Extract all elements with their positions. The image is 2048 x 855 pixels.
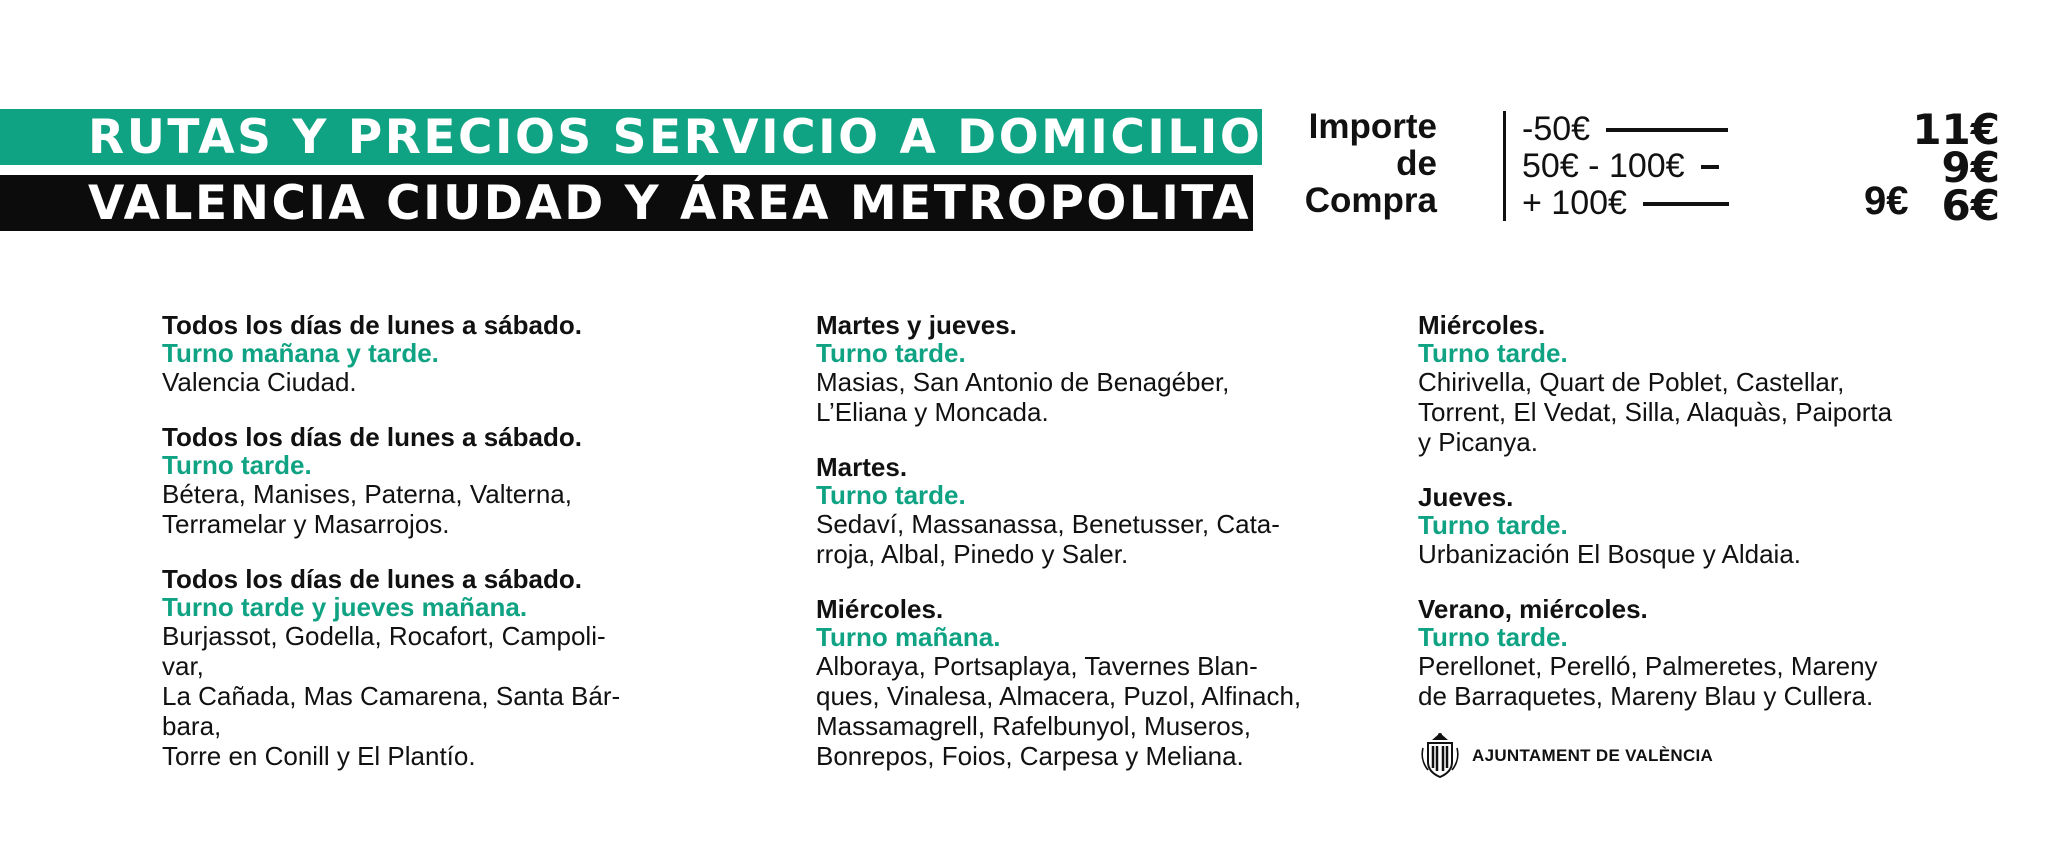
price-tier-leader	[1606, 128, 1728, 132]
route-days: Todos los días de lunes a sábado.	[162, 310, 582, 340]
route-places: Urbanización El Bosque y Aldaia.	[1418, 539, 1802, 569]
route-places: Burjassot, Godella, Rocafort, Campoli- var, La Cañada, Mas Camarena, Santa Bár- bara, Torre en Conill y El Plantío.	[162, 621, 621, 771]
route-places: Chirivella, Quart de Poblet, Castellar, Torrent, El Vedat, Silla, Alaquàs, Paiporta y Picanya.	[1418, 367, 1893, 457]
price-tier-price: 11€	[1912, 105, 2000, 154]
route-days: Todos los días de lunes a sábado.	[162, 564, 582, 594]
route-places: Valencia Ciudad.	[162, 367, 357, 397]
price-label-line: de	[1396, 144, 1437, 183]
route-shift: Turno tarde.	[1418, 622, 1568, 652]
route-block	[162, 565, 682, 771]
price-tier-range: -50€	[1522, 110, 1591, 148]
route-block	[816, 311, 1356, 427]
route-places: Alboraya, Portsaplaya, Tavernes Blan- ques, Vinalesa, Almacera, Puzol, Alfinach, Massamagrell, Rafelbunyol, Museros, Bonrepos, Foios, Carpesa y Meliana.	[816, 651, 1302, 771]
logo-text: AJUNTAMENT DE VALÈNCIA	[1472, 746, 1714, 765]
route-days: Todos los días de lunes a sábado.	[162, 422, 582, 452]
route-days: Miércoles.	[1418, 310, 1546, 340]
route-shift: Turno tarde.	[816, 480, 966, 510]
route-shift: Turno mañana.	[816, 622, 1001, 652]
route-days: Verano, miércoles.	[1418, 594, 1648, 624]
route-column-3	[1418, 311, 1958, 737]
city-shield-icon	[1418, 730, 1462, 782]
route-block	[1418, 311, 1958, 457]
route-block	[1418, 595, 1958, 711]
price-divider	[1503, 111, 1506, 221]
price-tier-range: 50€ - 100€	[1522, 147, 1685, 185]
route-column-2	[816, 311, 1356, 797]
route-shift: Turno tarde.	[162, 450, 312, 480]
route-places: Perellonet, Perelló, Palmeretes, Mareny de Barraquetes, Mareny Blau y Cullera.	[1418, 651, 1878, 711]
price-label-line: Compra	[1304, 181, 1437, 220]
title-line-1: RUTAS Y PRECIOS SERVICIO A DOMICILIO	[88, 109, 1263, 165]
title-line-2: VALENCIA CIUDAD Y ÁREA METROPOLITANA	[88, 175, 1332, 231]
route-block	[816, 453, 1356, 569]
price-table	[1304, 105, 2000, 230]
clipped-price-text: 9€	[1864, 179, 1909, 223]
price-tier-row	[1522, 185, 1729, 222]
route-block	[162, 311, 682, 397]
route-days: Miércoles.	[816, 594, 944, 624]
route-shift: Turno tarde.	[1418, 338, 1568, 368]
price-tier-leader	[1643, 202, 1729, 206]
route-places: Sedaví, Massanassa, Benetusser, Cata- rroja, Albal, Pinedo y Saler.	[816, 509, 1280, 569]
clipped-price-fragment	[1864, 179, 1909, 223]
route-days: Martes y jueves.	[816, 310, 1017, 340]
route-days: Martes.	[816, 452, 908, 482]
route-places: Masias, San Antonio de Benagéber, L’Eliana y Moncada.	[816, 367, 1230, 427]
ajuntament-logo	[1418, 730, 1713, 782]
route-shift: Turno tarde y jueves mañana.	[162, 592, 528, 622]
title-banner-line-2	[0, 175, 1332, 231]
route-column-1	[162, 311, 682, 797]
price-tier-price: 9€	[1941, 143, 2000, 192]
price-tier-price: 6€	[1941, 181, 2000, 230]
price-tier-row	[1522, 111, 1728, 148]
route-block	[1418, 483, 1958, 569]
route-block	[162, 423, 682, 539]
price-label	[1305, 108, 1437, 219]
route-shift: Turno tarde.	[816, 338, 966, 368]
route-days: Jueves.	[1418, 482, 1514, 512]
route-block	[816, 595, 1356, 771]
title-banner-line-1	[0, 109, 1262, 165]
price-tier-range: + 100€	[1522, 184, 1627, 222]
route-shift: Turno tarde.	[1418, 510, 1568, 540]
route-places: Bétera, Manises, Paterna, Valterna, Terramelar y Masarrojos.	[162, 479, 572, 539]
price-tier-leader	[1701, 165, 1719, 169]
price-tier-row	[1522, 148, 1719, 185]
price-label-line: Importe	[1308, 107, 1437, 146]
route-shift: Turno mañana y tarde.	[162, 338, 439, 368]
